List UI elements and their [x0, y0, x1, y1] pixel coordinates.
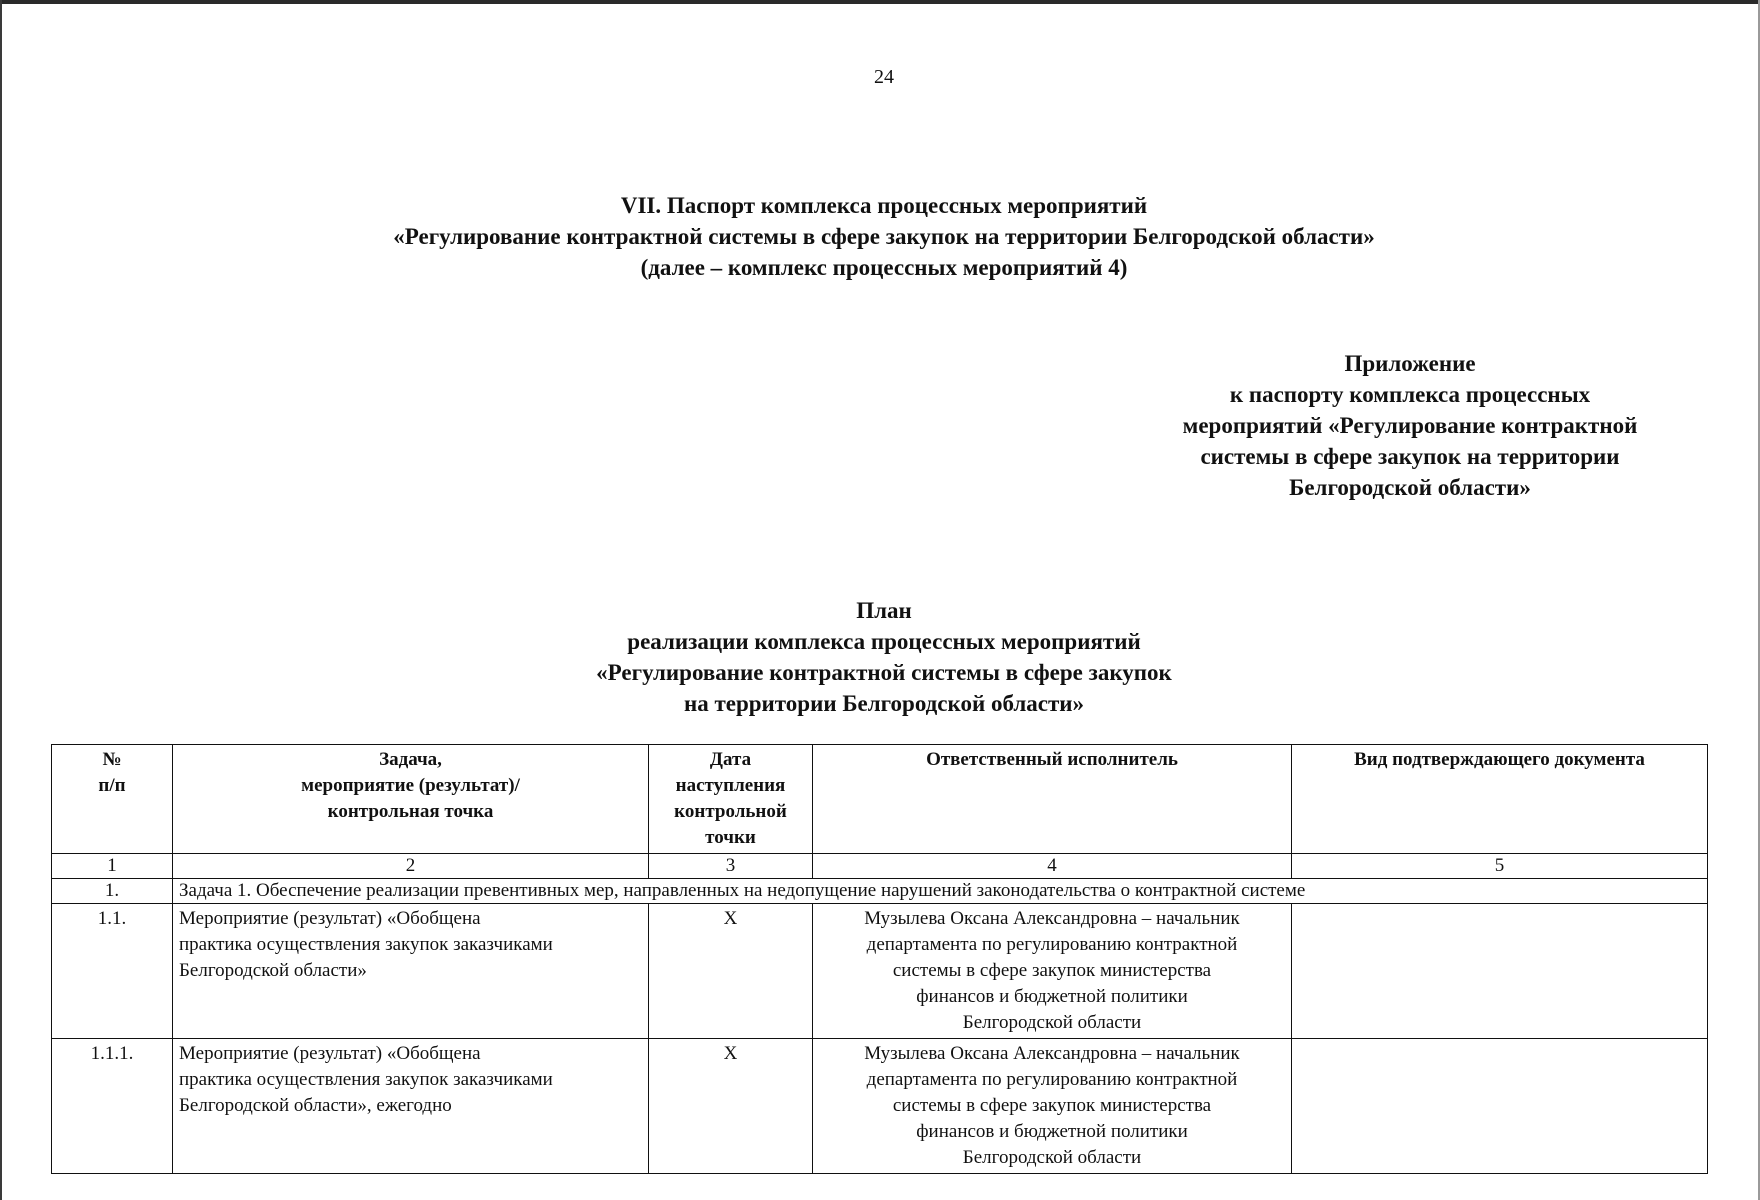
appendix-line1: Приложение [1344, 351, 1476, 376]
responsible-line: системы в сфере закупок министерства [892, 960, 1212, 981]
row-document [1292, 904, 1708, 1039]
task-text: Задача 1. Обеспечение реализации превентивных мер, направленных на недопущение нарушений законодательства о контрактной системе [173, 879, 1708, 904]
activity-line: Мероприятие (результат) «Обобщена [179, 908, 481, 929]
header-number-line1: № [102, 749, 122, 770]
appendix-line3: мероприятий «Регулирование контрактной [1182, 413, 1638, 438]
row-responsible [813, 1039, 1292, 1174]
page-number: 24 [874, 66, 894, 88]
header-task-line1: Задача, [379, 749, 442, 770]
plan-heading-line4: на территории Белгородской области» [683, 691, 1085, 716]
table-row [52, 1039, 1708, 1174]
plan-heading-line1: План [856, 598, 912, 623]
appendix-line4: системы в сфере закупок на территории [1200, 444, 1620, 469]
header-date-line2: наступления [675, 775, 786, 796]
responsible-line: финансов и бюджетной политики [916, 986, 1188, 1007]
row-activity [173, 1039, 649, 1174]
responsible-line: департамента по регулированию контрактной [866, 934, 1238, 955]
header-task-line3: контрольная точка [327, 801, 494, 822]
column-number: 1 [52, 854, 173, 879]
row-activity [173, 904, 649, 1039]
task-row [52, 879, 1708, 904]
header-number-line2: п/п [98, 775, 126, 796]
section-heading [0, 190, 1760, 283]
plan-heading [0, 595, 1760, 719]
responsible-line: Белгородской области [962, 1147, 1142, 1168]
appendix-line2: к паспорту комплекса процессных [1229, 382, 1591, 407]
responsible-line: Белгородской области [962, 1012, 1142, 1033]
appendix-note [1110, 348, 1710, 503]
responsible-line: системы в сфере закупок министерства [892, 1095, 1212, 1116]
activity-line: Белгородской области» [179, 960, 367, 981]
header-task-line2: мероприятие (результат)/ [301, 775, 520, 796]
row-responsible [813, 904, 1292, 1039]
responsible-line: Музылева Оксана Александровна – начальник [864, 1043, 1240, 1064]
responsible-line: финансов и бюджетной политики [916, 1121, 1188, 1142]
column-number-row [52, 854, 1708, 879]
table-row [52, 904, 1708, 1039]
section-heading-line2: «Регулирование контрактной системы в сфере закупок на территории Белгородской области» [393, 224, 1375, 249]
activity-line: практика осуществления закупок заказчиками [179, 1069, 553, 1090]
plan-table [51, 744, 1708, 1174]
header-date [649, 745, 813, 854]
section-heading-line1: VII. Паспорт комплекса процессных мероприятий [620, 193, 1148, 218]
activity-line: практика осуществления закупок заказчиками [179, 934, 553, 955]
table-header-row [52, 745, 1708, 854]
row-date: X [649, 1039, 813, 1174]
responsible-line: департамента по регулированию контрактной [866, 1069, 1238, 1090]
scan-edge-top [0, 0, 1760, 4]
task-number: 1. [52, 879, 173, 904]
plan-heading-line3: «Регулирование контрактной системы в сфере закупок [596, 660, 1172, 685]
row-date: X [649, 904, 813, 1039]
appendix-line5: Белгородской области» [1289, 475, 1531, 500]
activity-line: Белгородской области», ежегодно [179, 1095, 452, 1116]
header-date-line3: контрольной [674, 801, 787, 822]
header-document: Вид подтверждающего документа [1292, 745, 1708, 854]
header-number [52, 745, 173, 854]
row-number: 1.1. [52, 904, 173, 1039]
responsible-line: Музылева Оксана Александровна – начальник [864, 908, 1240, 929]
activity-line: Мероприятие (результат) «Обобщена [179, 1043, 481, 1064]
plan-heading-line2: реализации комплекса процессных мероприятий [627, 629, 1141, 654]
column-number: 5 [1292, 854, 1708, 879]
header-responsible: Ответственный исполнитель [813, 745, 1292, 854]
row-number: 1.1.1. [52, 1039, 173, 1174]
column-number: 3 [649, 854, 813, 879]
section-heading-line3: (далее – комплекс процессных мероприятий 4) [640, 255, 1128, 280]
column-number: 4 [813, 854, 1292, 879]
row-document [1292, 1039, 1708, 1174]
header-task [173, 745, 649, 854]
header-date-line4: точки [705, 827, 756, 848]
header-date-line1: Дата [709, 749, 752, 770]
column-number: 2 [173, 854, 649, 879]
